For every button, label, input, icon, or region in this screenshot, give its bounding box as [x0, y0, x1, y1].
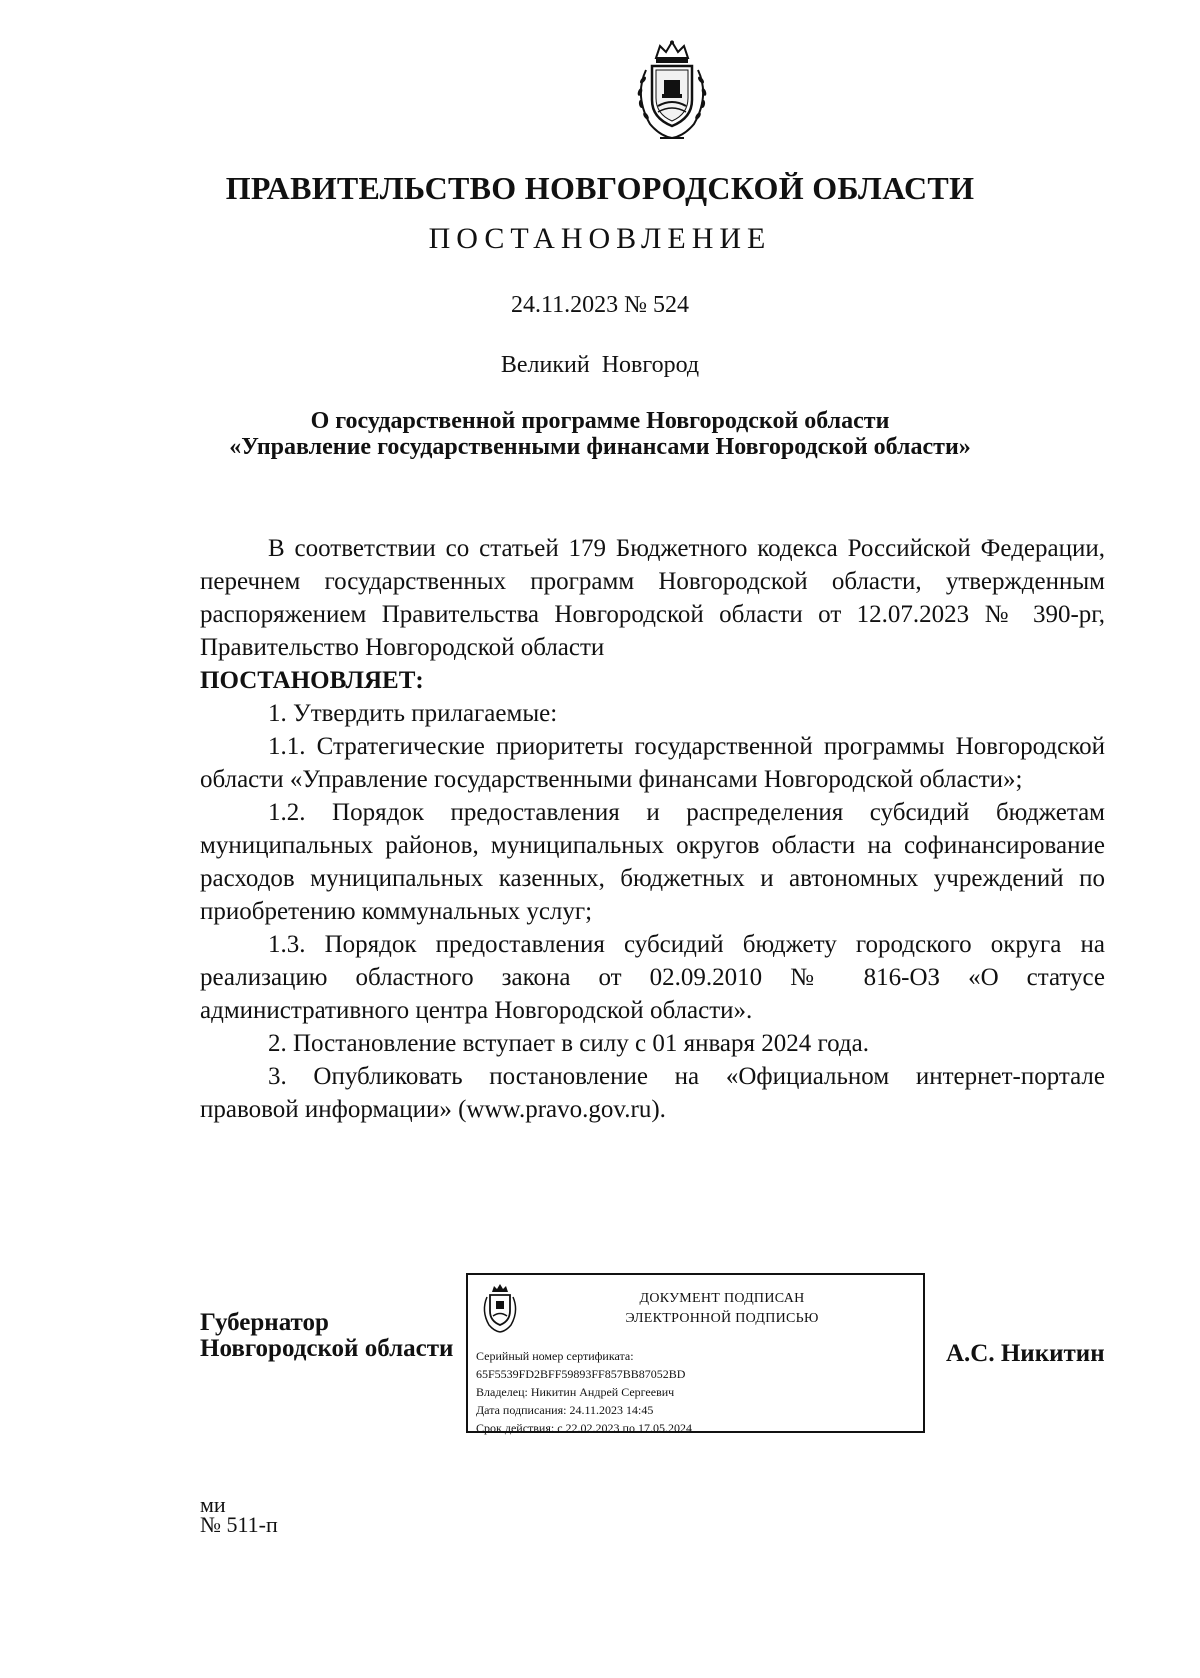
- document-title: [0, 408, 1200, 460]
- stamp-owner: Владелец: Никитин Андрей Сергеевич: [476, 1385, 675, 1399]
- preamble-paragraph: [200, 532, 1105, 664]
- document-body: [200, 532, 1105, 1126]
- stamp-validity: Срок действия: с 22.02.2023 по 17.05.2024: [476, 1421, 692, 1435]
- document-city: Великий Новгород: [500, 352, 700, 378]
- document-title-line-1: О государственной программе Новгородской области: [310, 408, 890, 434]
- stamp-heading: [552, 1289, 892, 1329]
- decree-word: ПОСТАНОВЛЯЕТ:: [200, 667, 424, 694]
- signatory-role-line-2: Новгородской области: [200, 1335, 454, 1362]
- item-1: 1. Утвердить прилагаемые:: [268, 700, 558, 727]
- footer-reg-number: № 511-п: [200, 1512, 278, 1537]
- stamp-cert-number: 65F5539FD2BFF59893FF857BB87052BD: [476, 1367, 686, 1381]
- coat-of-arms-icon: [626, 40, 718, 144]
- document-type: ПОСТАНОВЛЕНИЕ: [428, 222, 772, 255]
- signatory-role: [200, 1310, 453, 1362]
- document-date-number: 24.11.2023 № 524: [510, 292, 689, 318]
- stamp-heading-line-1: ДОКУМЕНТ ПОДПИСАН: [639, 1291, 805, 1306]
- footer-initials: ми: [200, 1492, 226, 1517]
- government-title: ПРАВИТЕЛЬСТВО НОВГОРОДСКОЙ ОБЛАСТИ: [225, 170, 975, 206]
- document-title-line-2: «Управление государственными финансами Новгородской области»: [229, 434, 971, 460]
- stamp-signed-date: Дата подписания: 24.11.2023 14:45: [476, 1403, 654, 1417]
- signatory-name: А.С. Никитин: [946, 1340, 1105, 1367]
- decree-paragraph: [200, 664, 1105, 697]
- item-1-2: 1.2. Порядок предоставления и распределения субсидий бюджетам муниципальных районов, муниципальных округов области на софинансирование расходов муниципальных казенных, бюджетных и автономных учреждений по приобретению коммунальных услуг;: [200, 799, 1105, 925]
- stamp-coat-of-arms-icon: [478, 1283, 522, 1335]
- item-3: 3. Опубликовать постановление на «Официальном интернет-портале правовой информации» (www.pravo.gov.ru).: [200, 1063, 1105, 1123]
- stamp-details: [476, 1347, 692, 1437]
- item-1-3: 1.3. Порядок предоставления субсидий бюджету городского округа на реализацию областного закона от 02.09.2010 № 816-ОЗ «О статусе административного центра Новгородской области».: [200, 931, 1105, 1024]
- electronic-signature-stamp: [466, 1273, 925, 1433]
- preamble-text: В соответствии со статьей 179 Бюджетного кодекса Российской Федерации, перечнем государственных программ Новгородской области, утвержденным распоряжением Правительства Новгородской области от 12.07.2023 № 390-рг, Правительство Новгородской области: [200, 535, 1105, 661]
- footer-registration: [200, 1492, 278, 1537]
- item-2: 2. Постановление вступает в силу с 01 января 2024 года.: [268, 1030, 870, 1057]
- stamp-cert-label: Серийный номер сертификата:: [476, 1349, 634, 1363]
- signatory-role-line-1: Губернатор: [200, 1309, 329, 1336]
- stamp-heading-line-2: ЭЛЕКТРОННОЙ ПОДПИСЬЮ: [625, 1311, 819, 1326]
- item-1-1: 1.1. Стратегические приоритеты государственной программы Новгородской области «Управление государственными финансами Новгородской области»;: [200, 733, 1105, 793]
